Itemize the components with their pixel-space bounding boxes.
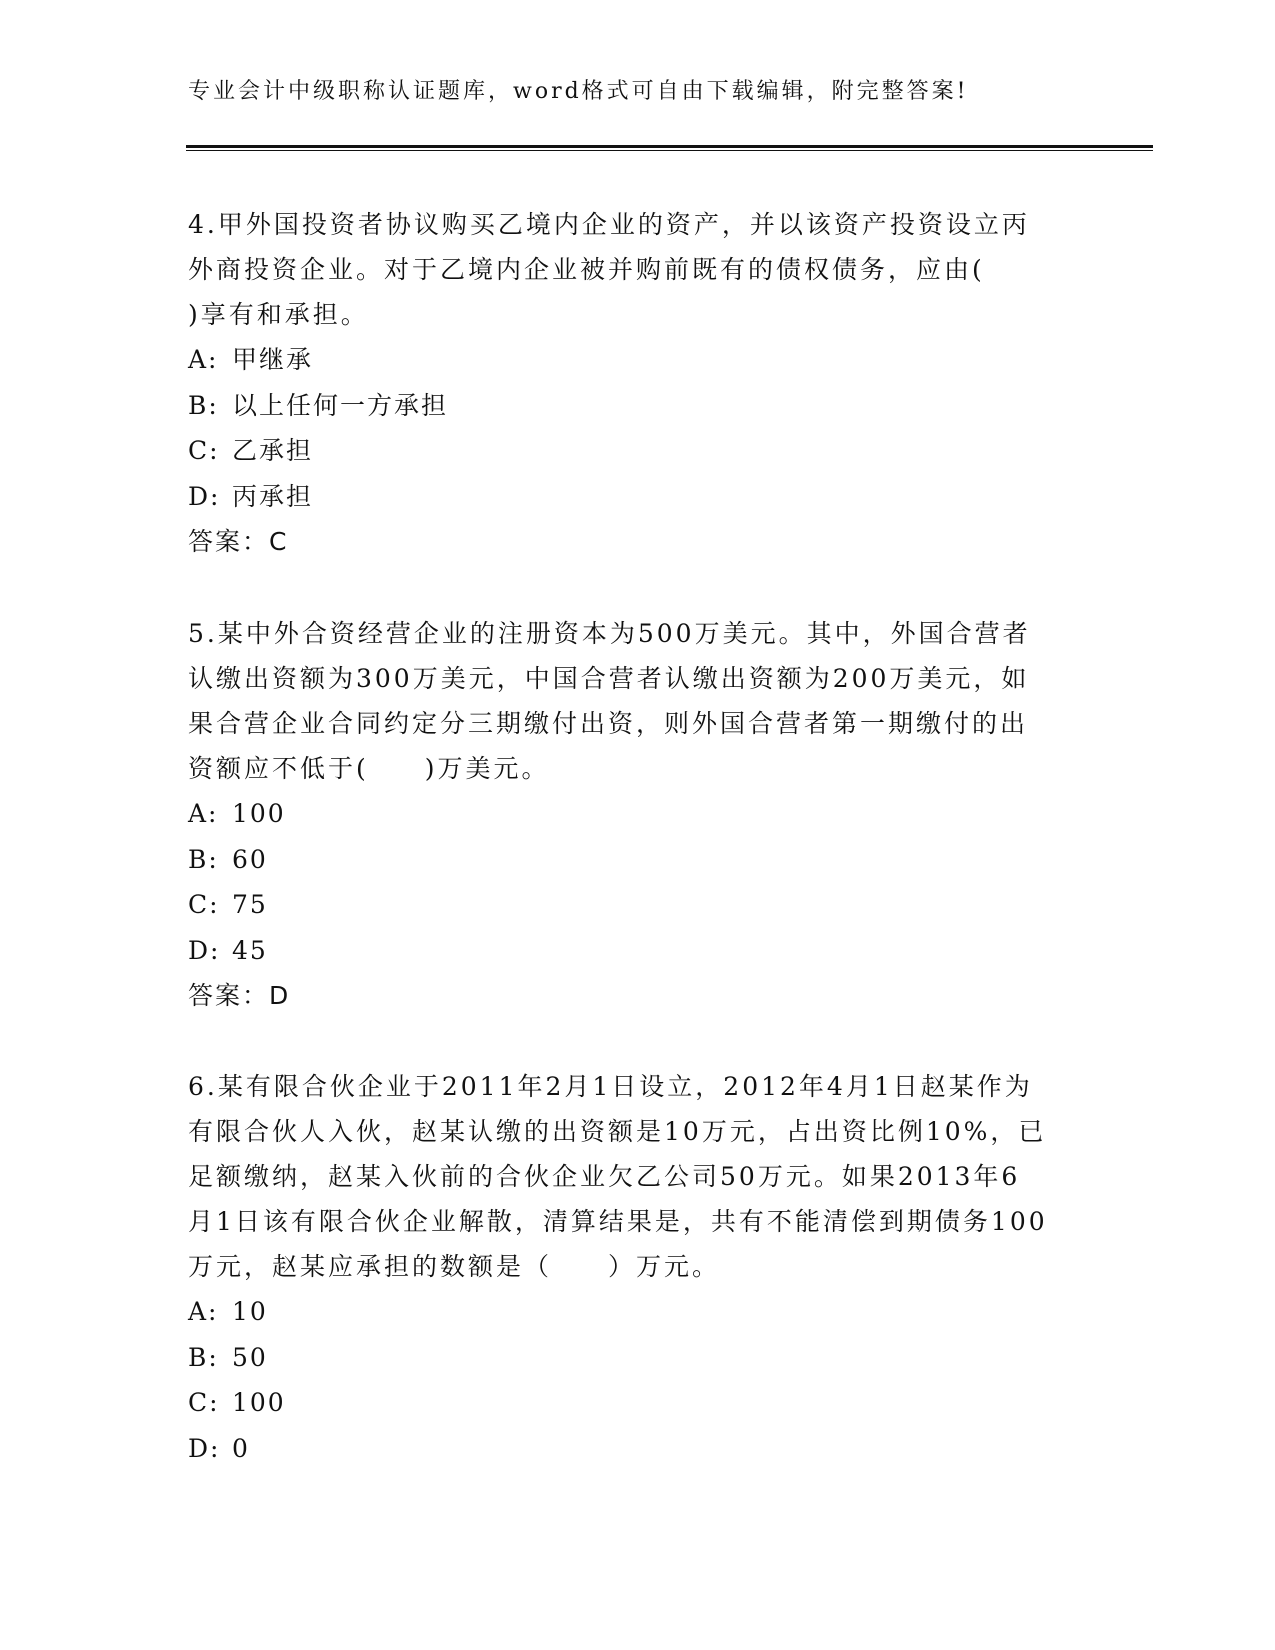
option-letter: D:	[188, 481, 221, 511]
header-rule-thick	[186, 145, 1153, 148]
option-text: 乙承担	[232, 436, 314, 465]
header-rule-thin	[186, 150, 1153, 151]
option-text: 10	[232, 1297, 268, 1326]
option-text: 丙承担	[232, 481, 314, 511]
option-letter: A:	[188, 345, 219, 374]
option-text: 0	[232, 1433, 250, 1463]
option-text: 50	[232, 1342, 268, 1372]
question-5	[188, 611, 1088, 1018]
option-text: 甲继承	[232, 345, 314, 374]
option-c	[188, 1380, 1088, 1426]
option-text: 以上任何一方承担	[232, 390, 449, 420]
option-letter: D:	[188, 935, 221, 965]
option-text: 60	[232, 844, 268, 874]
answer-line: 答案：C	[188, 527, 289, 556]
option-text: 45	[232, 935, 268, 965]
option-text: 75	[232, 890, 268, 919]
question-text: 5.某中外合资经营企业的注册资本为500万美元。其中，外国合营者 认缴出资额为300万美元，中国合营者认缴出资额为200万美元，如 果合营企业合同约定分三期缴付出资，则外国合营者第一期缴付的出 资额应不低于( )万美元。	[188, 619, 1031, 783]
option-letter: B:	[188, 1342, 219, 1372]
option-d	[188, 474, 1088, 520]
option-b	[188, 837, 1088, 883]
option-a	[188, 337, 1088, 383]
option-letter: C:	[188, 890, 220, 919]
option-a	[188, 791, 1088, 837]
question-text: 4.甲外国投资者协议购买乙境内企业的资产，并以该资产投资设立丙 外商投资企业。对于乙境内企业被并购前既有的债权债务，应由( )享有和承担。	[188, 210, 1030, 329]
option-letter: B:	[188, 390, 219, 420]
option-letter: A:	[188, 1297, 219, 1326]
option-letter: C:	[188, 1388, 220, 1417]
option-a	[188, 1289, 1088, 1335]
page-header: 专业会计中级职称认证题库，word格式可自由下载编辑，附完整答案!	[188, 79, 969, 104]
option-letter: B:	[188, 844, 219, 874]
option-letter: C:	[188, 436, 220, 465]
option-text: 100	[232, 799, 286, 828]
option-c	[188, 428, 1088, 474]
question-4	[188, 202, 1088, 564]
option-letter: D:	[188, 1433, 221, 1463]
option-b	[188, 1335, 1088, 1381]
option-letter: A:	[188, 799, 219, 828]
answer-line: 答案：D	[188, 981, 291, 1010]
question-6	[188, 1064, 1088, 1471]
option-c	[188, 882, 1088, 928]
option-b	[188, 383, 1088, 429]
option-text: 100	[232, 1388, 286, 1417]
option-d	[188, 1426, 1088, 1472]
question-text: 6.某有限合伙企业于2011年2月1日设立，2012年4月1日赵某作为 有限合伙人入伙，赵某认缴的出资额是10万元，占出资比例10%，已 足额缴纳，赵某入伙前的合伙企业欠乙公司50万元。如果2013年6 月1日该有限合伙企业解散，清算结果是，共有不能清偿到期债务100 万元，赵某应承担的数额是（ ）万元。	[188, 1072, 1048, 1281]
option-d	[188, 928, 1088, 974]
